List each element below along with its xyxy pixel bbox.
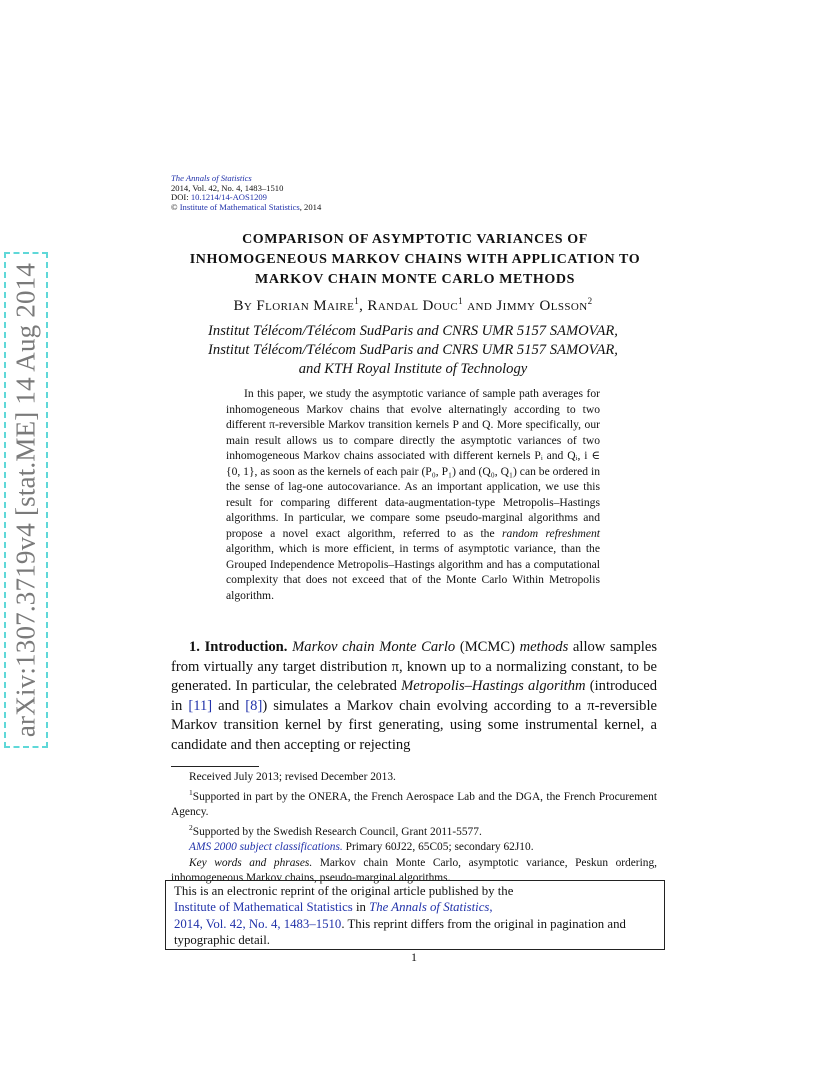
citation-link-8[interactable]: [8] — [245, 697, 263, 714]
intro-emphasis: methods — [519, 639, 569, 655]
author-2-footnote-mark: 1 — [458, 296, 464, 306]
ams-classification-link[interactable]: AMS 2000 subject classifications. — [189, 841, 343, 854]
author-list — [160, 296, 666, 315]
affiliation-line-2: Institut Télécom/Télécom SudParis and CNRS UMR 5157 SAMOVAR, — [208, 342, 618, 358]
publisher-link[interactable]: Institute of Mathematical Statistics — [179, 201, 300, 212]
reprint-text: . This reprint differs from the original in pagination and typographic detail. — [174, 916, 626, 948]
affiliation-line-3: and KTH Royal Institute of Technology — [298, 361, 528, 377]
introduction-section — [171, 638, 657, 755]
footnote-2 — [171, 820, 657, 840]
intro-text: and — [212, 697, 246, 714]
reprint-notice — [165, 880, 665, 950]
page-number: 1 — [411, 950, 417, 964]
intro-text: allow samples from virtually any target distribution π, known up to a normalizing constant, to be generated. In particular, the celebrated — [171, 639, 658, 694]
publisher-link[interactable]: Institute of Mathematical Statistics — [174, 900, 353, 915]
intro-text: ) simulates a Markov chain evolving according to a π-reversible Markov transition kernel by first generating, using some instrumental kernel, a candidate and then accepting or rejecting — [171, 697, 657, 753]
copyright-icon: © — [171, 201, 178, 212]
footnote-mark: 2 — [189, 823, 193, 833]
abstract-text: In this paper, we study the asymptotic variance of sample path averages for inhomogeneous Markov chains that evolve alternatingly according to two different π-reversible Markov transition kernels P and Q. More specifically, our main result allows us to compare directly the asymptotic variances of two inhomogeneous Markov chains associated with different kernels Pᵢ and Qᵢ, i ∈ {0, 1}, as soon as the kernels of each pair (P₀, P₁) and (Q₀, Q₁) can be ordered in the sense of lag-one autocovariance. As an important application, we use this result for comparing different data-augmentation-type Metropolis–Hastings algorithms. In particular, we compare some pseudo-marginal algorithms and propose a novel exact algorithm, referred to as the — [226, 387, 600, 540]
intro-emphasis: Metropolis–Hastings algorithm — [401, 678, 586, 694]
arxiv-stamp — [4, 252, 48, 748]
article-volume-link[interactable]: 2014, Vol. 42, No. 4, 1483–1510 — [174, 916, 342, 931]
journal-header — [171, 174, 321, 212]
journal-volume-line: 2014, Vol. 42, No. 4, 1483–1510 — [171, 182, 284, 193]
author-3: Jimmy Olsson — [496, 298, 588, 314]
title-line-2: INHOMOGENEOUS MARKOV CHAINS WITH APPLICATION TO — [189, 252, 641, 267]
keywords-label: Key words and phrases. — [189, 856, 313, 869]
intro-text: (MCMC) — [455, 639, 520, 655]
copyright-year: , 2014 — [299, 201, 322, 212]
title-line-1: COMPARISON OF ASYMPTOTIC VARIANCES OF — [242, 232, 588, 247]
ams-classification-text: Primary 60J22, 65C05; secondary 62J10. — [342, 841, 534, 854]
author-separator: , — [359, 298, 368, 314]
author-separator: and — [463, 298, 497, 314]
author-2: Randal Douc — [367, 298, 459, 314]
ams-classification — [171, 840, 657, 855]
paper-title — [160, 230, 670, 290]
abstract-text: algorithm, which is more efficient, in terms of asymptotic variance, than the Grouped Independence Metropolis–Hastings algorithm and has a computational complexity that does not exceed that of the Monte Carlo Within Metropolis algorithm. — [226, 542, 600, 602]
copyright-line — [171, 203, 321, 213]
author-3-footnote-mark: 2 — [587, 296, 593, 306]
doi-label: DOI: — [171, 192, 189, 203]
footnote-1 — [171, 785, 657, 820]
citation-link-11[interactable]: [11] — [188, 697, 213, 714]
footnotes — [171, 770, 657, 886]
footnote-text: Supported by the Swedish Research Council, Grant 2011-5577. — [192, 826, 482, 839]
affiliation-line-1: Institut Télécom/Télécom SudParis and CNRS UMR 5157 SAMOVAR, — [208, 323, 618, 339]
section-heading: 1. Introduction. — [189, 639, 288, 655]
footnote-divider — [171, 766, 259, 767]
doi-link[interactable]: 10.1214/14-AOS1209 — [190, 192, 267, 203]
abstract — [226, 386, 600, 603]
received-note: Received July 2013; revised December 2013. — [189, 771, 396, 783]
footnote-text: Supported in part by the ONERA, the French Aerospace Lab and the DGA, the French Procurement Agency. — [171, 791, 657, 819]
reprint-text: in — [352, 900, 370, 915]
reprint-punctuation: , — [489, 900, 493, 915]
journal-link-text: The Annals of Statistics — [369, 900, 490, 915]
author-prefix: By — [233, 298, 257, 314]
title-line-3: MARKOV CHAIN MONTE CARLO METHODS — [255, 272, 575, 287]
author-1: Florian Maire — [256, 298, 355, 314]
journal-link[interactable] — [369, 900, 489, 914]
reprint-text: This is an electronic reprint of the original article published by the — [174, 884, 514, 898]
keywords-text: Markov chain Monte Carlo, asymptotic variance, Peskun ordering, inhomogeneous Markov chains, pseudo-marginal algorithms. — [171, 856, 657, 884]
abstract-paragraph — [226, 386, 600, 603]
intro-text: (introduced in — [171, 678, 658, 714]
abstract-emphasis: random refreshment — [502, 526, 600, 540]
footnote-mark: 1 — [189, 788, 193, 798]
author-1-footnote-mark: 1 — [354, 296, 360, 306]
introduction-paragraph — [171, 638, 657, 755]
journal-name-link[interactable]: The Annals of Statistics — [171, 173, 252, 183]
intro-emphasis: Markov chain Monte Carlo — [292, 639, 456, 655]
arxiv-identifier: arXiv:1307.3719v4 [stat.ME] 14 Aug 2014 — [10, 262, 41, 738]
affiliations — [160, 322, 666, 379]
